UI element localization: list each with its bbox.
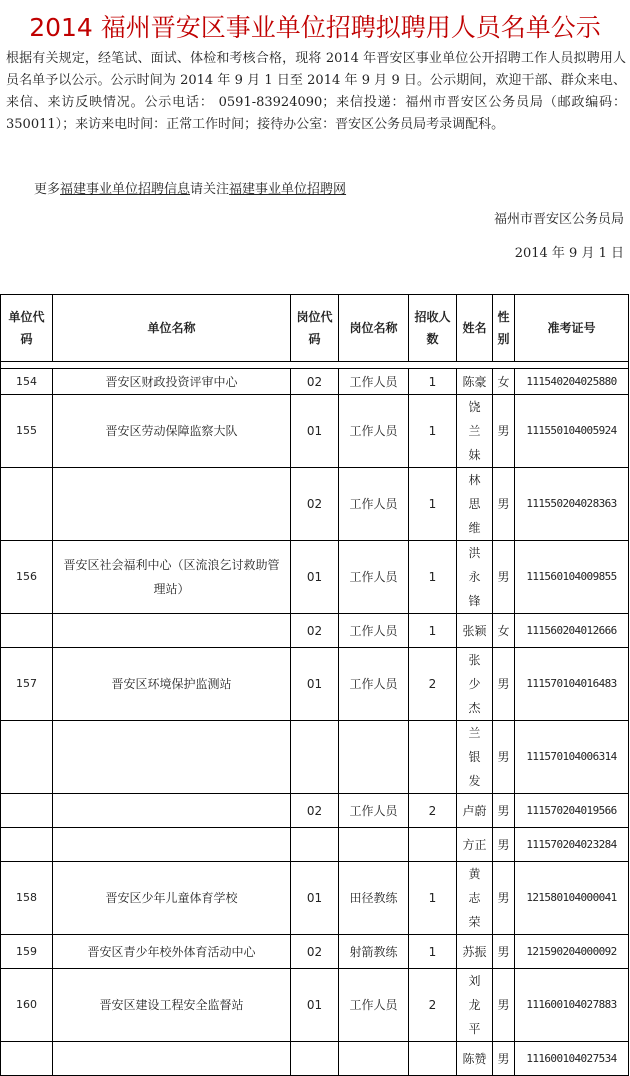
cell-quota: 1 (409, 862, 457, 935)
header-post-name: 岗位名称 (339, 295, 409, 362)
cell-name: 陈豪 (457, 369, 493, 395)
cell-gender: 男 (493, 1042, 515, 1076)
cell-gender: 男 (493, 794, 515, 828)
cell-unit-code: 155 (1, 395, 53, 468)
table-header-row (1, 295, 629, 362)
cell-quota (409, 721, 457, 794)
cell-unit-name: 晋安区财政投资评审中心 (53, 369, 291, 395)
cell-unit-code: 159 (1, 935, 53, 969)
cell-unit-code: 158 (1, 862, 53, 935)
cell-quota (409, 1042, 457, 1076)
cell-name: 苏振 (457, 935, 493, 969)
cell-unit-code (1, 1042, 53, 1076)
cell-unit-code: 160 (1, 969, 53, 1042)
job-site-link[interactable]: 福建事业单位招聘网 (229, 182, 347, 197)
cell-gender: 男 (493, 862, 515, 935)
cell-unit-name (53, 794, 291, 828)
cell-post-name: 田径教练 (339, 862, 409, 935)
cell-name: 张少杰 (457, 648, 493, 721)
cell-quota (409, 828, 457, 862)
cell-unit-name: 晋安区青少年校外体育活动中心 (53, 935, 291, 969)
cell-unit-code: 154 (1, 369, 53, 395)
cell-name: 黄志荣 (457, 862, 493, 935)
table-row (1, 468, 629, 541)
page-title: 2014 福州晋安区事业单位招聘拟聘用人员名单公示 (29, 13, 601, 42)
cell-exam-no: 111570104016483 (515, 648, 629, 721)
cell-gender: 男 (493, 969, 515, 1042)
cell-quota: 1 (409, 468, 457, 541)
job-info-link[interactable]: 福建事业单位招聘信息 (60, 182, 191, 197)
cell-name: 张颖 (457, 614, 493, 648)
header-post-code: 岗位代码 (291, 295, 339, 362)
cell-post-code: 01 (291, 969, 339, 1042)
header-name: 姓名 (457, 295, 493, 362)
cell-post-name: 工作人员 (339, 395, 409, 468)
table-row (1, 794, 629, 828)
cell-exam-no: 111550204028363 (515, 468, 629, 541)
cell-name: 陈赞 (457, 1042, 493, 1076)
header-gender: 性别 (493, 295, 515, 362)
cell-unit-name (53, 468, 291, 541)
header-unit-name: 单位名称 (53, 295, 291, 362)
cell-post-name (339, 721, 409, 794)
cell-gender: 男 (493, 468, 515, 541)
cell-quota: 1 (409, 369, 457, 395)
cell-post-name: 工作人员 (339, 648, 409, 721)
cell-exam-no: 121580104000041 (515, 862, 629, 935)
cell-exam-no: 111540204025880 (515, 369, 629, 395)
table-row (1, 862, 629, 935)
cell-quota: 2 (409, 648, 457, 721)
table-row (1, 395, 629, 468)
header-unit-code: 单位代码 (1, 295, 53, 362)
cell-exam-no: 121590204000092 (515, 935, 629, 969)
cell-name: 方正 (457, 828, 493, 862)
cell-gender: 男 (493, 648, 515, 721)
cell-post-code: 02 (291, 369, 339, 395)
cell-exam-no: 111560204012666 (515, 614, 629, 648)
cell-gender: 男 (493, 828, 515, 862)
table-row (1, 369, 629, 395)
cell-post-code: 02 (291, 794, 339, 828)
cell-post-name (339, 1042, 409, 1076)
cell-post-name: 工作人员 (339, 369, 409, 395)
header-quota: 招收人数 (409, 295, 457, 362)
cell-name: 刘龙平 (457, 969, 493, 1042)
more-prefix: 更多 (34, 182, 61, 197)
cell-unit-name: 晋安区少年儿童体育学校 (53, 862, 291, 935)
cell-post-code: 02 (291, 614, 339, 648)
cell-post-code (291, 828, 339, 862)
cell-quota: 2 (409, 969, 457, 1042)
cell-post-name: 工作人员 (339, 794, 409, 828)
cell-exam-no: 111560104009855 (515, 541, 629, 614)
notice-paragraph: 根据有关规定，经笔试、面试、体检和考核合格，现将 2014 年晋安区事业单位公开招聘工作人员拟聘用人员名单予以公示。公示时间为 2014 年 9 月 1 日至 2014 年 9 月 9 日。公示期间，欢迎干部、群众来电、来信、来访反映情况。公示电话： 0591-83924090；来信投递：福州市晋安区公务员局（邮政编码：350011）；来访来电时间：正常工作时间；接待办公室：晋安区公务员局考录调配科。 (6, 51, 626, 132)
cell-quota: 1 (409, 541, 457, 614)
cell-exam-no: 111600104027534 (515, 1042, 629, 1076)
header-exam-no: 准考证号 (515, 295, 629, 362)
cell-name: 兰银发 (457, 721, 493, 794)
cell-quota: 1 (409, 935, 457, 969)
cell-gender: 女 (493, 369, 515, 395)
cell-exam-no: 111550104005924 (515, 395, 629, 468)
cell-unit-code: 156 (1, 541, 53, 614)
cell-gender: 男 (493, 395, 515, 468)
cell-exam-no: 111600104027883 (515, 969, 629, 1042)
cell-gender: 男 (493, 541, 515, 614)
cell-unit-code (1, 721, 53, 794)
cell-post-name (339, 828, 409, 862)
cell-unit-code: 157 (1, 648, 53, 721)
table-row (1, 721, 629, 794)
cell-unit-name: 晋安区社会福利中心（区流浪乞讨救助管理站） (53, 541, 291, 614)
cell-quota: 2 (409, 794, 457, 828)
cell-post-name: 工作人员 (339, 969, 409, 1042)
cell-unit-name (53, 828, 291, 862)
cell-post-code: 02 (291, 468, 339, 541)
cell-exam-no: 111570204023284 (515, 828, 629, 862)
cell-unit-name: 晋安区建设工程安全监督站 (53, 969, 291, 1042)
cell-unit-name: 晋安区劳动保障监察大队 (53, 395, 291, 468)
table-row (1, 541, 629, 614)
cell-post-code: 01 (291, 648, 339, 721)
cell-unit-name (53, 614, 291, 648)
cell-unit-code (1, 468, 53, 541)
cell-unit-name: 晋安区环境保护监测站 (53, 648, 291, 721)
cell-post-name: 工作人员 (339, 468, 409, 541)
cell-gender: 男 (493, 935, 515, 969)
signature-date: 2014 年 9 月 1 日 (514, 246, 624, 261)
cell-unit-name (53, 721, 291, 794)
cell-quota: 1 (409, 614, 457, 648)
signature-org: 福州市晋安区公务员局 (493, 212, 624, 227)
cell-post-name: 射箭教练 (339, 935, 409, 969)
table-row (1, 614, 629, 648)
table-row (1, 648, 629, 721)
cell-name: 洪永锋 (457, 541, 493, 614)
cell-post-name: 工作人员 (339, 541, 409, 614)
cell-post-code (291, 1042, 339, 1076)
cell-unit-code (1, 614, 53, 648)
table-row (1, 969, 629, 1042)
more-info-line (34, 178, 346, 197)
cell-post-code (291, 721, 339, 794)
cell-name: 饶兰妹 (457, 395, 493, 468)
cell-gender: 女 (493, 614, 515, 648)
table-row (1, 828, 629, 862)
cell-post-code: 01 (291, 862, 339, 935)
cell-unit-name (53, 1042, 291, 1076)
cell-post-name: 工作人员 (339, 614, 409, 648)
cell-post-code: 02 (291, 935, 339, 969)
cell-exam-no: 111570104006314 (515, 721, 629, 794)
cell-unit-code (1, 794, 53, 828)
roster-table (0, 294, 629, 1076)
cell-post-code: 01 (291, 395, 339, 468)
table-row (1, 1042, 629, 1076)
table-row (1, 935, 629, 969)
more-middle: 请关注 (190, 182, 230, 197)
cell-name: 林思维 (457, 468, 493, 541)
cell-post-code: 01 (291, 541, 339, 614)
cell-quota: 1 (409, 395, 457, 468)
cell-exam-no: 111570204019566 (515, 794, 629, 828)
cell-unit-code (1, 828, 53, 862)
cell-name: 卢蔚 (457, 794, 493, 828)
cell-gender: 男 (493, 721, 515, 794)
